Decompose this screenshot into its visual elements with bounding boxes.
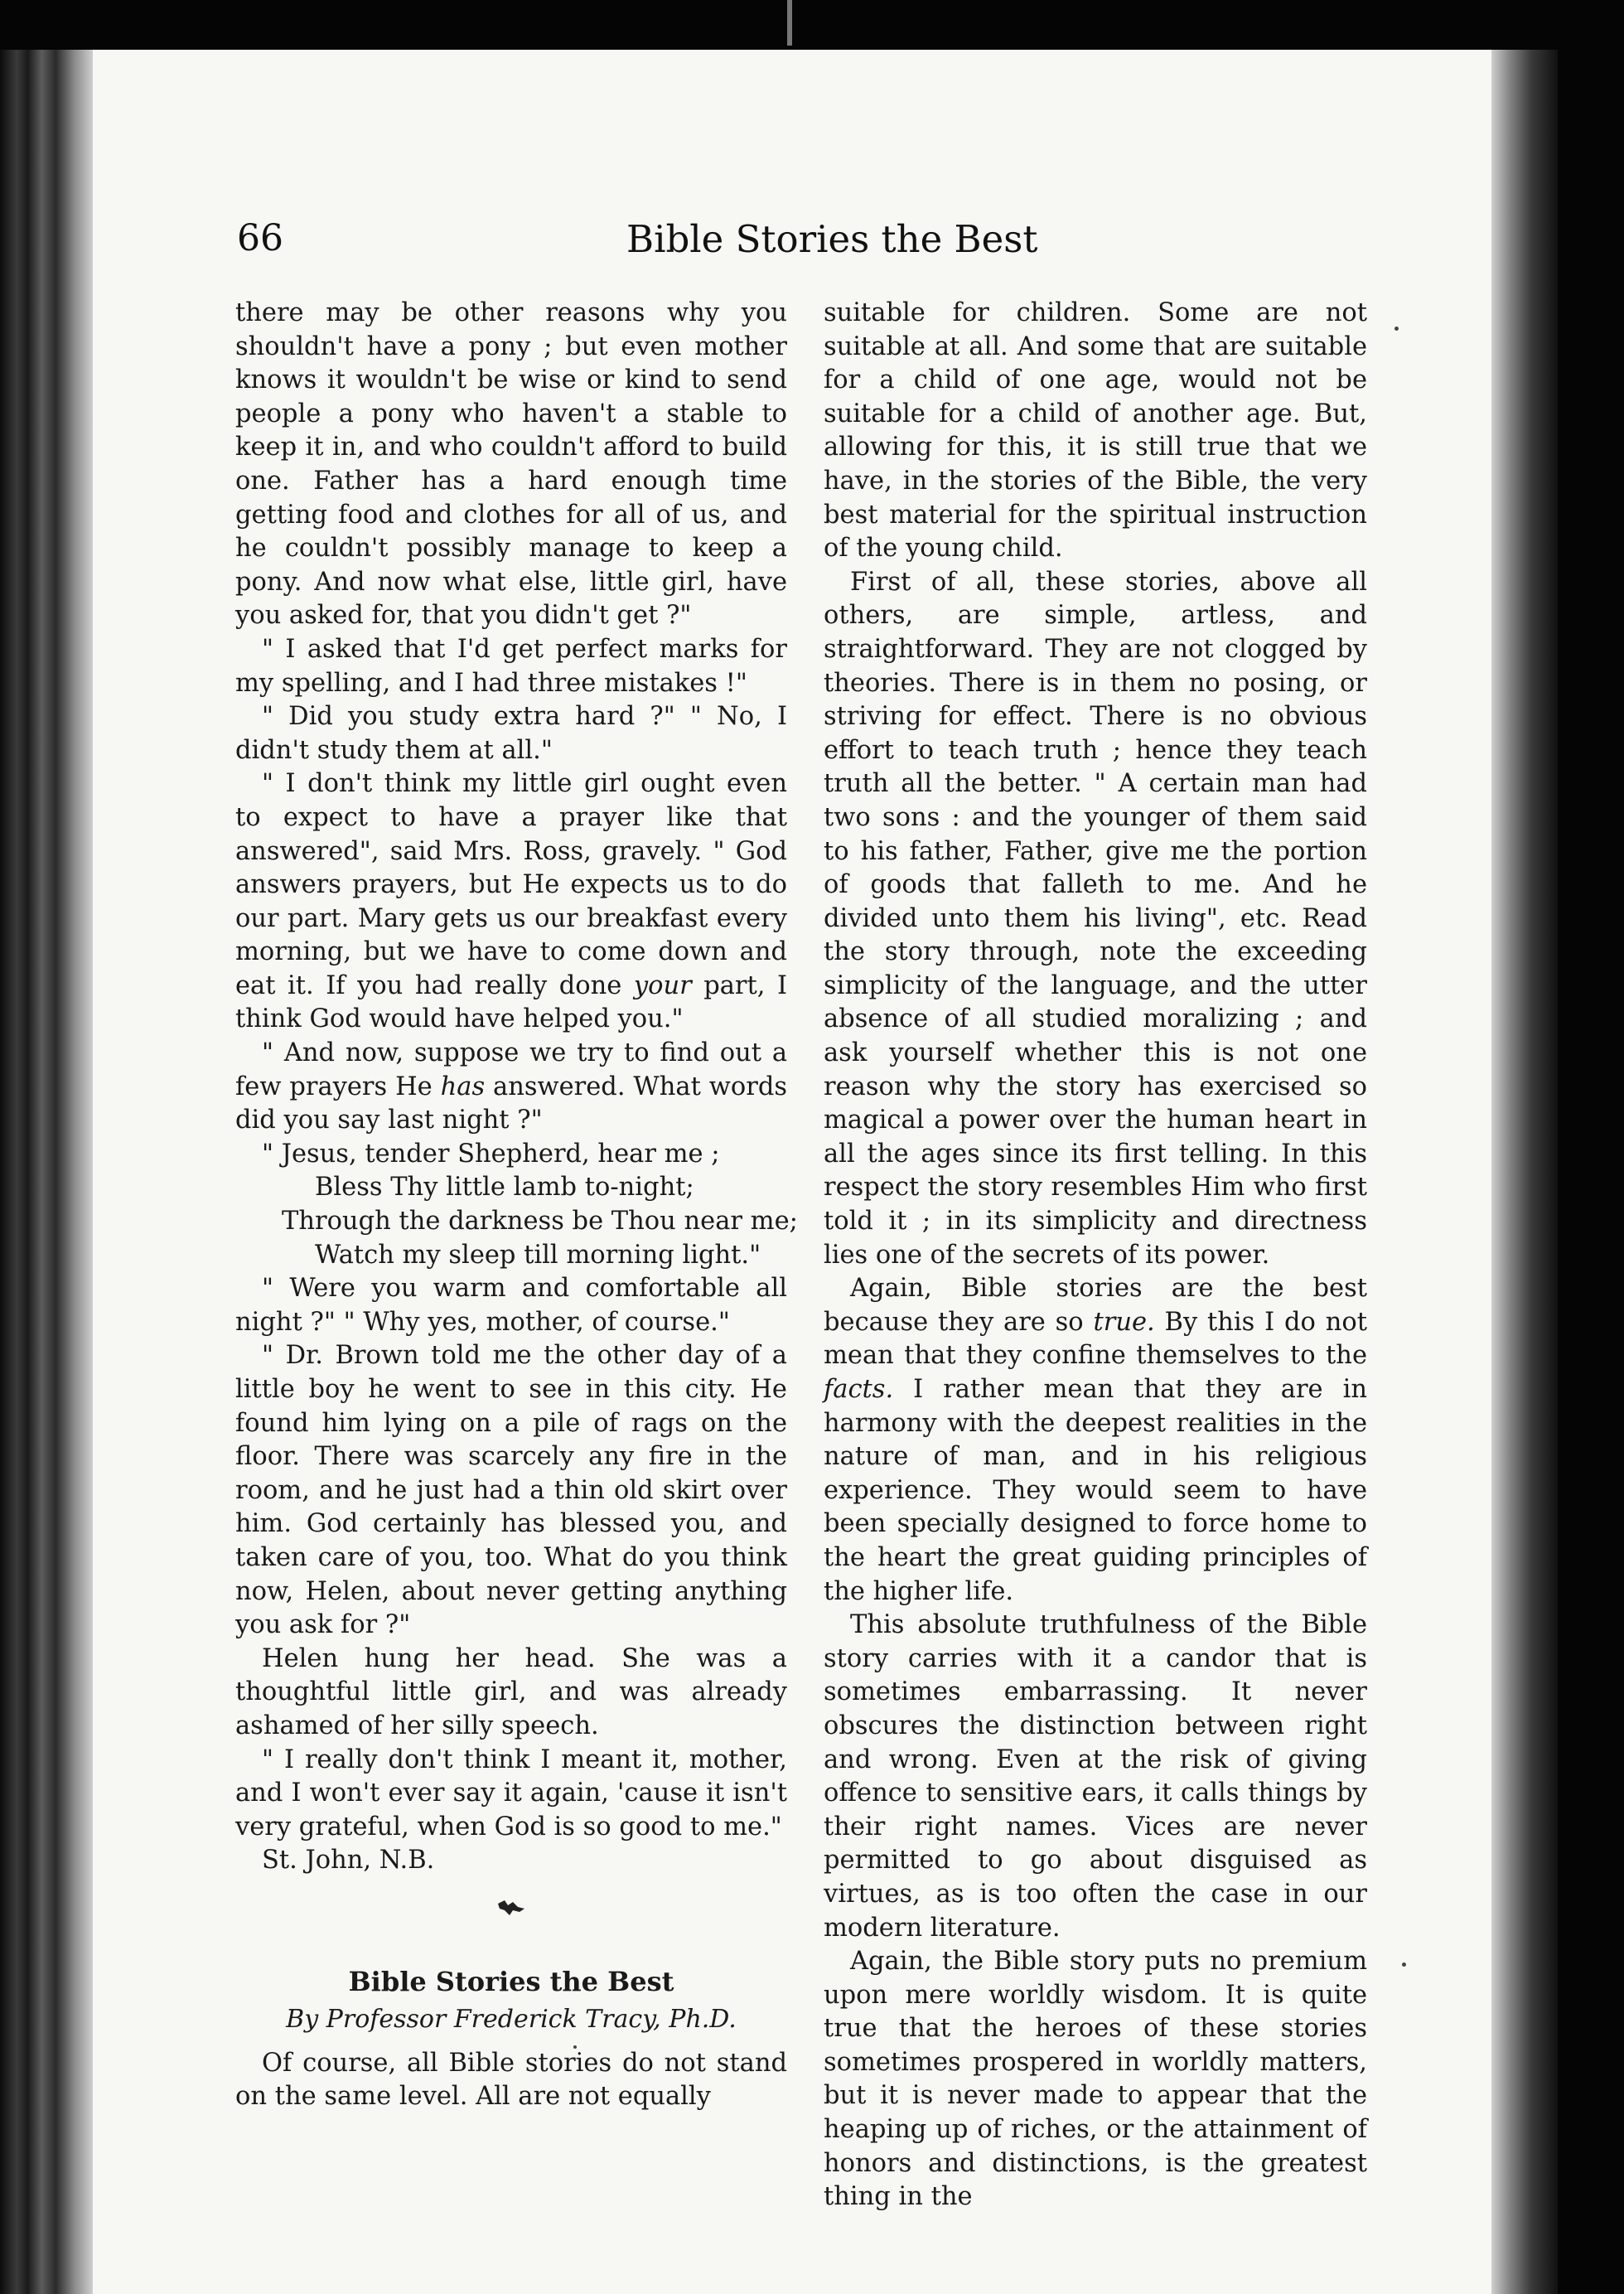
article-byline: By Professor Frederick Tracy, Ph.D. xyxy=(286,2005,737,2035)
paragraph: Again, the Bible story puts no premium upon mere worldly wisdom. It is quite true that the heroes of these stories sometimes prospered in worldly matters, but it is never made to appear that the heaping up of riches, or the attainment of honors and distinctions, is the greatest thing in the xyxy=(824,1947,1367,2212)
speck xyxy=(1394,327,1399,331)
verse-line: Bless Thy little lamb to-night; xyxy=(315,1173,694,1203)
paragraph: This absolute truthfulness of the Bible story carries with it a candor that is sometimes embarrassing. It never obscures the distinction between right and wrong. Even at the risk of giving offence to sensitive ears, it calls things by their right names. Vices are never permitted to go about disguised as virtues, as is too often the case in our modern literature. xyxy=(824,1610,1367,1943)
text-run: " And now, suppose we try to find out a few prayers He xyxy=(235,1038,787,1101)
running-title: Bible Stories the Best xyxy=(626,217,1038,261)
hymn-verse xyxy=(235,1138,798,1272)
ornament-icon xyxy=(235,1893,787,1927)
verse-line: " Jesus, tender Shepherd, hear me ; xyxy=(262,1139,720,1169)
paragraph: " I asked that I'd get perfect marks for my spelling, and I had three mistakes !" xyxy=(235,634,787,698)
verse-line: Through the darkness be Thou near me; xyxy=(282,1207,798,1237)
text-run: Again, Bible stories are the best because they are so xyxy=(824,1274,1367,1337)
emphasis: has xyxy=(440,1072,486,1101)
paragraph: Helen hung her head. She was a thoughtful little girl, and was already ashamed of her silly speech. xyxy=(235,1643,787,1740)
paragraph: Of course, all Bible stories do not stand on the same level. All are not equally xyxy=(235,2048,787,2112)
emphasis: facts. xyxy=(824,1375,894,1404)
paragraph xyxy=(235,1037,787,1138)
paragraph: suitable for children. Some are not suitable at all. And some that are suitable for a child of one age, would not be suitable for a child of another age. But, allowing for this, it is still true that we have, in the stories of the Bible, the very best material for the spiritual instruction of the young child. xyxy=(824,298,1367,564)
paragraph: First of all, these stories, above all others, are simple, artless, and straightforward. They are not clogged by theories. There is in them no posing, or striving for effect. There is no obvious effort to teach truth ; hence they teach truth all the better. " A certain man had two sons : and the younger of them said to his father, Father, give me the portion of goods that falleth to me. And he divided unto them his living", etc. Read the story through, note the exceeding simplicity of the language, and the utter absence of all studied moralizing ; and ask yourself whether this is not one reason why the story has exercised so magical a power over the human heart in all the ages since its first telling. In this respect the story resembles Him who first told it ; in its simplicity and directness lies one of the secrets of its power. xyxy=(824,567,1367,1270)
text-run: I rather mean that they are in harmony with the deepest realities in the nature of man, and in his religious experience. They would seem to have been specially designed to force home to the heart the great guiding principles of the higher life. xyxy=(824,1375,1367,1606)
emphasis: your xyxy=(633,970,692,1000)
emphasis: true. xyxy=(1093,1307,1155,1337)
book-spine-edge xyxy=(0,50,93,2294)
binding-mark xyxy=(787,0,792,46)
text-run: answered. What words did you say last night ?" xyxy=(235,1072,788,1135)
book-cover-edge xyxy=(1491,50,1558,2294)
article-heading: Bible Stories the Best xyxy=(348,1965,674,1997)
paragraph: " I really don't think I meant it, mother, and I won't ever say it again, 'cause it isn't very grateful, when God is so good to me." xyxy=(235,1745,787,1841)
paragraph: " Were you warm and comfortable all night ?" " Why yes, mother, of course." xyxy=(235,1274,787,1337)
paragraph: there may be other reasons why you shouldn't have a pony ; but even mother knows it wouldn't be wise or kind to send people a pony who haven't a stable to keep it in, and who couldn't afford to build one. Father has a hard enough time getting food and clothes for all of us, and he couldn't possibly manage to keep a pony. And now what else, little girl, have you asked for, that you didn't get ?" xyxy=(235,298,787,631)
paragraph xyxy=(824,1272,1367,1609)
place-signature: St. John, N.B. xyxy=(262,1846,435,1875)
text-run: " I don't think my little girl ought even to expect to have a prayer like that answered", said Mrs. Ross, gravely. " God answers prayers, but He expects us to do our part. Mary gets us our breakfast every morning, but we have to come down and eat it. If you had really done xyxy=(235,769,787,1000)
paragraph: " Dr. Brown told me the other day of a little boy he went to see in this city. He found him lying on a pile of rags on the floor. There was scarcely any fire in the room, and he just had a thin old skirt over him. God certainly has blessed you, and taken care of you, too. What do you think now, Helen, about never getting anything you ask for ?" xyxy=(235,1341,787,1640)
right-column xyxy=(824,297,1367,2214)
text-run: By this I do not mean that they confine themselves to the xyxy=(824,1307,1368,1371)
verse-line: Watch my sleep till morning light." xyxy=(315,1240,761,1270)
left-column xyxy=(235,297,798,2114)
paragraph: " Did you study extra hard ?" " No, I didn't study them at all." xyxy=(235,702,787,765)
text-run: part, I think God would have helped you." xyxy=(235,970,788,1034)
speck xyxy=(1402,1962,1406,1967)
page-number: 66 xyxy=(237,217,283,259)
paragraph xyxy=(235,767,787,1037)
